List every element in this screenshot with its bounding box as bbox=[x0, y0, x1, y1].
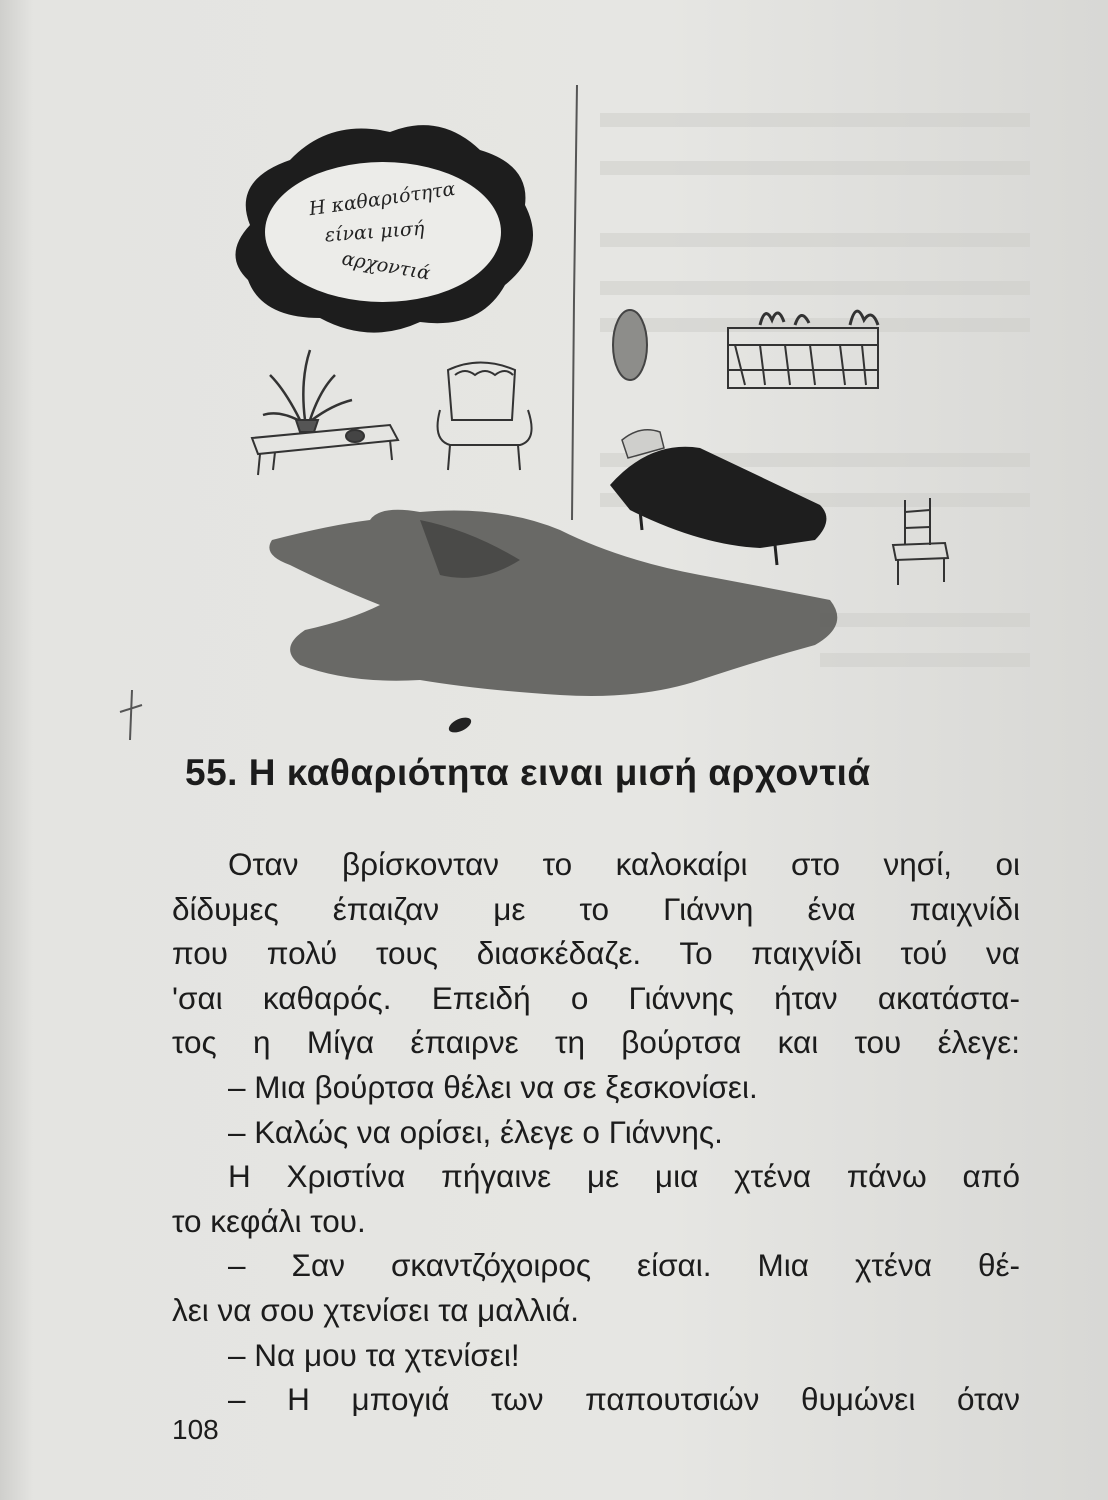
sign-line-2: είναι μισή bbox=[324, 217, 426, 247]
body-line: λει να σου χτενίσει τα μαλλιά. bbox=[172, 1291, 579, 1328]
body-line: τος η Μίγα έπαιρνε τη βούρτσα και του έλεγε: bbox=[172, 1024, 1020, 1061]
ink-blot bbox=[447, 714, 474, 735]
body-line: το κεφάλι του. bbox=[172, 1202, 366, 1239]
table-with-plant bbox=[252, 350, 398, 475]
wall-corner-line bbox=[572, 85, 577, 520]
armchair bbox=[438, 363, 532, 471]
chapter-number: 55. bbox=[185, 752, 238, 793]
dialogue-line: – Μια βούρτσα θέλει να σε ξεσκονίσει. bbox=[228, 1068, 758, 1105]
dialogue-line: – Να μου τα χτενίσει! bbox=[228, 1336, 520, 1373]
bed bbox=[610, 430, 826, 565]
body-line: 'σαι καθαρός. Επειδή ο Γιάννης ήταν ακατάστα- bbox=[172, 979, 1020, 1016]
dialogue-line: – Σαν σκαντζόχοιρος είσαι. Μια χτένα θέ- bbox=[228, 1247, 1020, 1284]
body-line: που πολύ τους διασκέδαζε. Το παιχνίδι τού να bbox=[172, 935, 1020, 972]
chapter-title: Η καθαριότητα ειναι μισή αρχοντιά bbox=[248, 752, 871, 793]
dialogue-line: – Καλώς να ορίσει, έλεγε ο Γιάννης. bbox=[228, 1113, 723, 1150]
wall-mirror bbox=[613, 310, 647, 380]
page-number: 108 bbox=[172, 1414, 219, 1445]
side-chair bbox=[893, 498, 948, 585]
body-line: Η Χριστίνα πήγαινε με μια χτένα πάνω από bbox=[228, 1158, 1020, 1195]
chapter-heading bbox=[185, 752, 871, 794]
body-line: Οταν βρίσκονταν το καλοκαίρι στο νησί, οι bbox=[228, 846, 1020, 882]
chapter-body bbox=[172, 842, 1020, 1422]
margin-mark bbox=[120, 690, 142, 740]
sign-line-3: αρχοντιά bbox=[340, 247, 432, 285]
body-line: δίδυμες έπαιζαν με το Γιάννη ένα παιχνίδι bbox=[172, 890, 1020, 927]
sign-line-1: Η καθαριότητα bbox=[307, 177, 457, 221]
dialogue-line: – Η μπογιά των παπουτσιών θυμώνει όταν bbox=[228, 1381, 1020, 1418]
framed-sign bbox=[235, 125, 533, 332]
